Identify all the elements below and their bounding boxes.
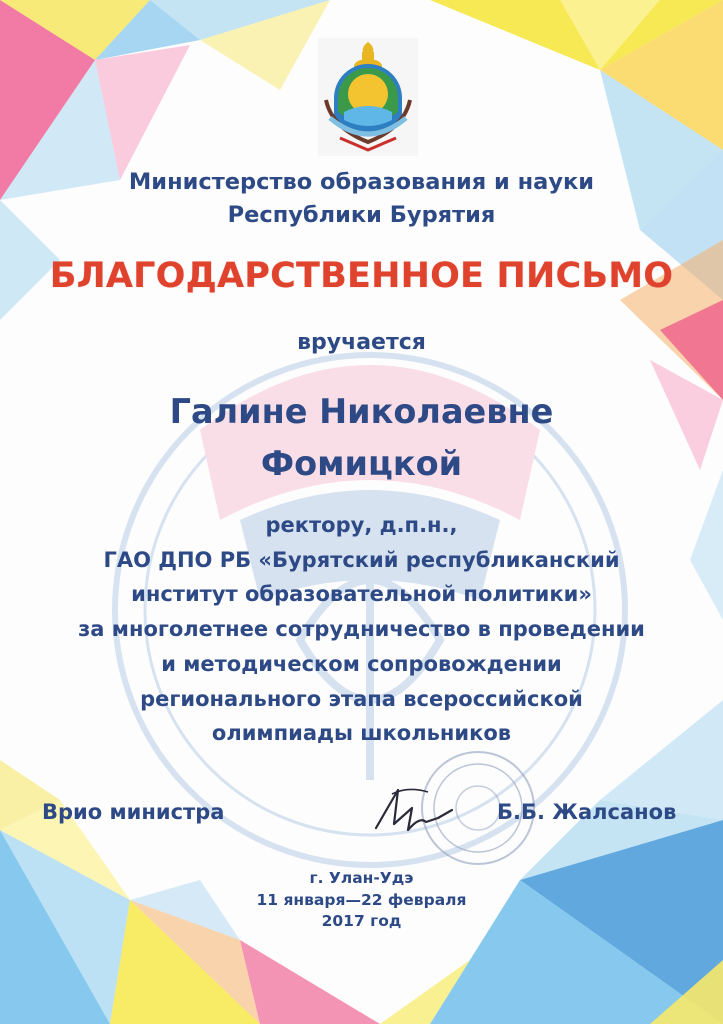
city-label: г. Улан-Удэ — [309, 869, 414, 887]
reason-line: регионального этапа всероссийской — [140, 686, 583, 711]
reason-line: институт образовательной политики» — [131, 582, 592, 607]
award-reason — [0, 508, 723, 751]
recipient-name-line-2: Фомицкой — [260, 444, 463, 483]
signatory-name: Б.Б. Жалсанов — [497, 800, 677, 824]
reason-line: олимпиады школьников — [211, 721, 512, 746]
dates-label: 11 января—22 февраля — [256, 890, 467, 909]
ministry-header — [0, 166, 723, 232]
place-and-date — [0, 868, 723, 933]
recipient-name-line-1: Галине Николаевне — [169, 392, 554, 431]
recipient-name — [0, 386, 723, 490]
coat-of-arms-emblem — [318, 38, 418, 156]
document-title: БЛАГОДАРСТВЕННОЕ ПИСЬМО — [49, 256, 674, 296]
ministry-line-1: Министерство образования и науки — [128, 169, 595, 195]
handwritten-signature — [368, 780, 458, 840]
handed-label: вручается — [297, 330, 426, 355]
ministry-line-2: Республики Бурятия — [227, 202, 496, 228]
reason-line: и методическом сопровождении — [161, 651, 562, 676]
signatory-role: Врио министра — [42, 800, 225, 824]
reason-line: ГАО ДПО РБ «Бурятский республиканский — [103, 547, 620, 572]
reason-line: за многолетнее сотрудничество в проведении — [78, 617, 645, 642]
year-label: 2017 год — [321, 912, 402, 930]
reason-line: ректору, д.п.н., — [265, 513, 458, 537]
